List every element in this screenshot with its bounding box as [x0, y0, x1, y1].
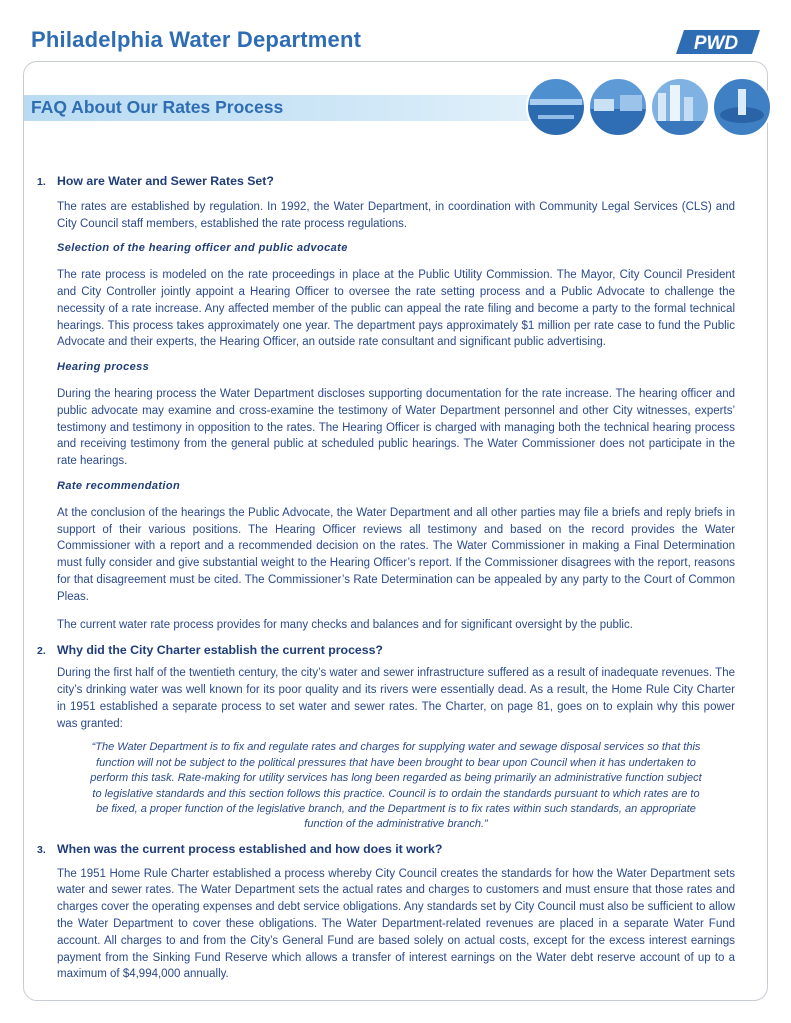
question-1 — [37, 173, 735, 190]
charter-quote: “The Water Department is to fix and regulate rates and charges for supplying water and sewage disposal services so that this function will not be subject to the political pressures that have been brought to bear upon Council when it has undertaken to perform this task. Rate-making for utility services has long been regarded as being primarily an administrative function subject to legislative standards and this section follows this practice. Council is to ordain the standards pursuant to which rates are to be fixed, a proper function of the legislative branch, and the Department is to fix rates within such standards, an appropriate function of the administrative branch.” — [90, 741, 702, 831]
answer-1-hearing-text: During the hearing process the Water Department discloses supporting documentation for the rate increase. The hearing officer and public advocate may examine and cross-examine the testimony of Water Department personnel and other City witnesses, experts’ testimony and testimony in opposition to the rates. The Hearing Officer is charged with managing both the technical hearing process and receiving testimony from the general public at scheduled public hearings. The Water Commissioner does not participate in the rate hearings. — [57, 387, 735, 468]
pwd-logo — [676, 28, 760, 56]
header-photo-strip — [524, 75, 774, 139]
photo-plant — [586, 75, 650, 139]
photo-river — [524, 75, 588, 139]
answer-2-text: During the first half of the twentieth century, the city’s water and sewer infrastructure suffered as a result of inadequate revenues. The city’s drinking water was well known for its poor quality and its rivers were essentially dead. As a result, the Home Rule City Charter in 1951 established a separate process to set water and sewer rates. The Charter, on page 81, goes on to explain why this power was granted: — [57, 667, 735, 730]
question-3 — [37, 841, 735, 858]
faq-content — [37, 173, 735, 983]
question-number: 3. — [37, 843, 46, 856]
answer-1-intro: The rates are established by regulation. In 1992, the Water Department, in coordination with Community Legal Services (CLS) and City Council staff members, established the rate process regulations. — [57, 200, 735, 230]
question-text: When was the current process established and how does it work? — [57, 841, 443, 856]
answer-1-closing: The current water rate process provides for many checks and balances and for significant oversight by the public. — [57, 618, 633, 631]
section-title: FAQ About Our Rates Process — [31, 97, 284, 117]
photo-fountain — [710, 75, 774, 139]
question-2 — [37, 642, 735, 659]
answer-1-selection-text: The rate process is modeled on the rate proceedings in place at the Public Utility Commission. The Mayor, City Council President and City Controller jointly appoint a Hearing Officer to oversee the rate setting process and a Public Advocate to challenge the necessity of a rate increase. Any affected member of the public can appeal the rate filing and become a party to the formal technical hearings. This process takes approximately one year. The department pays approximately $1 million per rate case to fund the Public Advocate and their experts, the Hearing Officer, an outside rate consultant and significant public advertising. — [57, 269, 735, 349]
subheading-hearing-process: Hearing process — [57, 361, 150, 374]
question-text: How are Water and Sewer Rates Set? — [57, 174, 274, 188]
question-text: Why did the City Charter establish the current process? — [57, 643, 383, 658]
answer-3-text: The 1951 Home Rule Charter established a process whereby City Council creates the standards for how the Water Department sets water and sewer rates. The Water Department sets the actual rates and charges to customers and must ensure that those rates and charges cover the operating expenses and debt service obligations. Any standards set by City Council must also be sufficient to allow the Water Department to cover these obligations. The Water Department-related revenues are placed in a separate Water Fund account. All charges to and from the City’s General Fund are based solely on actual costs, except for the excess interest earnings payment from the Sinking Fund Reserve which allows a transfer of interest earnings on the Water debt reserve account of up to a maximum of $4,994,000 annually. — [57, 867, 735, 981]
subheading-rate-recommendation: Rate recommendation — [57, 479, 181, 492]
org-title: Philadelphia Water Department — [31, 27, 362, 52]
answer-1-recommendation-text: At the conclusion of the hearings the Public Advocate, the Water Department and all other parties may file a briefs and reply briefs in support of their various positions. The Hearing Officer reviews all testimony and based on the record provides the Water Commissioner with a report and a recommended decision on the rates. The Water Commissioner in making a Final Determination must fully consider and give substantial weight to the Hearing Officer’s report. If the Commissioner disagrees with the report, reasons for that disagreement must be cited. The Commissioner’s Rate Determination can be appealed by any party to the Court of Common Pleas. — [57, 506, 735, 603]
subheading-hearing-officer: Selection of the hearing officer and public advocate — [57, 242, 348, 255]
logo-text: PWD — [693, 33, 739, 54]
photo-skyline — [648, 75, 712, 139]
question-number: 1. — [37, 176, 46, 188]
question-number: 2. — [37, 645, 46, 658]
